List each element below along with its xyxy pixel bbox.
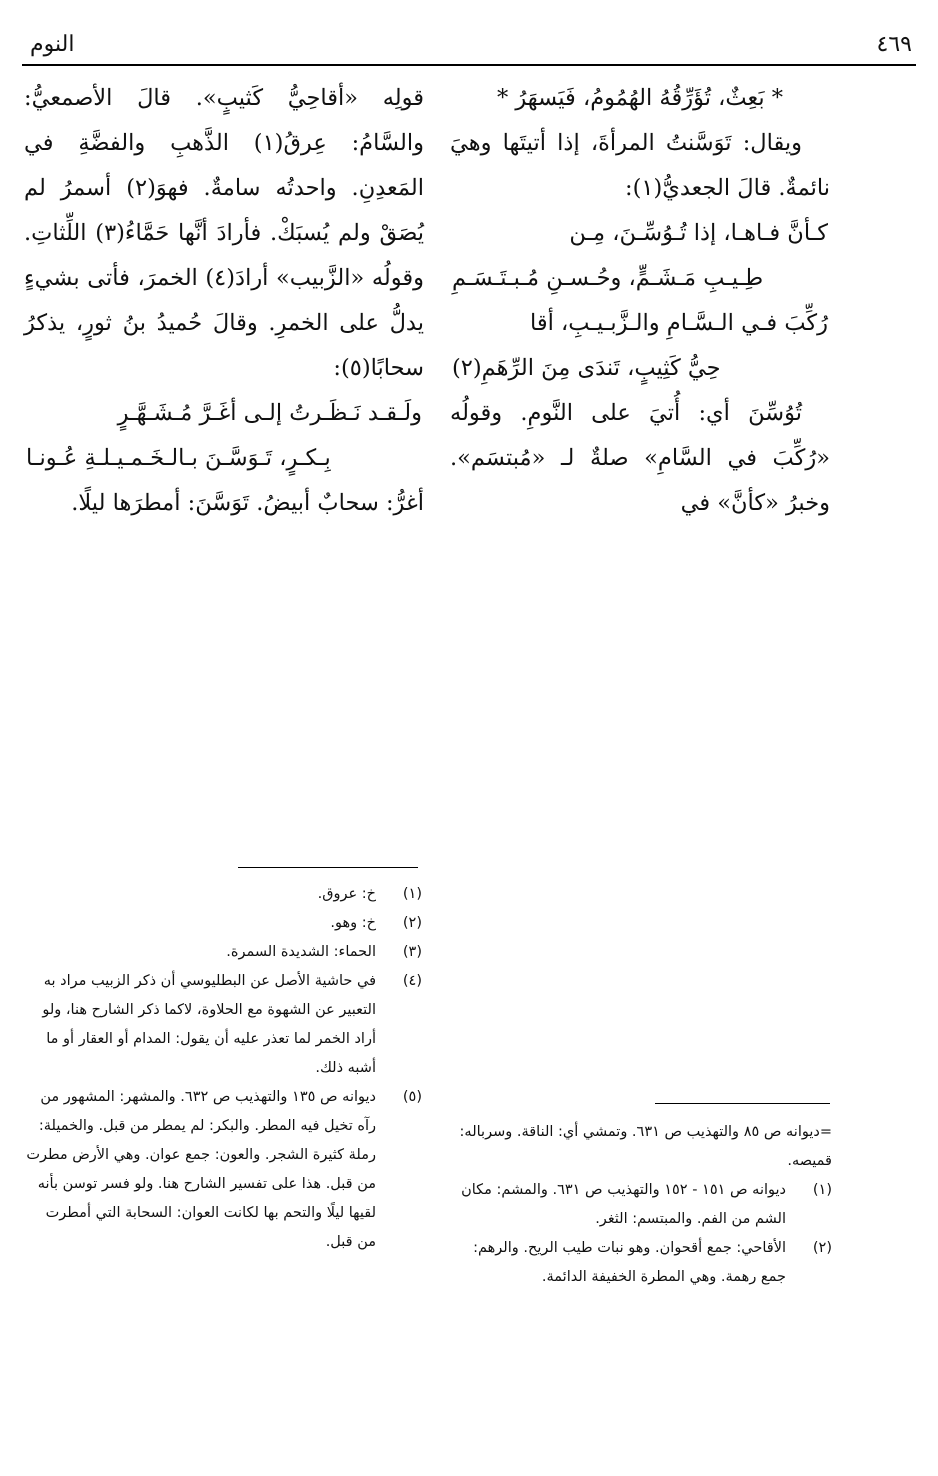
footnote-text: في حاشية الأصل عن البطليوسي أن ذكر الزبيب مراد به التعبير عن الشهوة مع الحلاوة، لاكما ذكر الشارح هنا، ولو أراد الخمر لما تعذر عليه أن يقول: المدام أو العقار أو ما أشبه ذلك. bbox=[42, 973, 376, 1076]
footnote-number: (٢) bbox=[812, 1240, 832, 1256]
footnote-number: (٢) bbox=[402, 915, 422, 931]
footnote-separator bbox=[655, 1103, 830, 1104]
verse-line: طِـيـبِ مَـشَـمٍّ، وحُـسـنِ مُـبـتَـسَـمِ bbox=[452, 265, 764, 291]
paragraph: أغرُّ: سحابٌ أبيضُ. تَوَسَّنَ: أمطرَها ليلًا. bbox=[71, 490, 424, 516]
paragraph: قولِه «أقاحِيُّ كَثيبٍ». قالَ الأصمعيُّ: والسَّامُ: عِرقُ(١) الذَّهبِ والفضَّةِ في المَعدِنِ. واحدتُه سامةٌ. فهوَ(٢) أسمرُ لم يُصَقْ ولم يُسبَكْ. فأرادَ أنَّها حَمَّاءُ(٣) اللِّثاتِ. وقولُه «الزَّبيب» أرادَ(٤) الخمرَ، فأتى بشيءٍ يدلُّ على الخمرِ. وقالَ حُميدُ بنُ ثورٍ، يذكرُ سحابًا(٥): bbox=[24, 85, 424, 381]
verse-line: بِـكـرٍ، تَـوَسَّـنَ بـالـخَـمـيـلـةِ عُـونـا bbox=[26, 445, 331, 471]
footnote-continuation bbox=[448, 1118, 832, 1176]
footnote-text: خ: وهو. bbox=[330, 915, 376, 931]
verse-line: كـأنَّ فـاهـا، إذا تُـوُسِّـنَ، مِـن bbox=[569, 220, 828, 246]
left-footnotes bbox=[24, 880, 422, 1257]
verse-line: رُكِّبَ فـي الـسَّـامِ والـزَّبـيـبِ، أقا bbox=[530, 310, 828, 336]
footnote bbox=[24, 1083, 422, 1257]
footnote bbox=[448, 1234, 832, 1292]
footnote bbox=[24, 967, 422, 1083]
footnote-text: ديوانه ص ١٥١ - ١٥٢ والتهذيب ص ٦٣١. والمشم: مكان الشم من الفم. والمبتسم: الثغر. bbox=[461, 1182, 786, 1227]
running-title: النوم bbox=[30, 32, 75, 57]
footnote-number: (١) bbox=[402, 886, 422, 902]
footnote-text: الأقاحي: جمع أقحوان. وهو نبات طيب الريح. والرهم: جمع رهمة. وهي المطرة الخفيفة الدائمة. bbox=[473, 1240, 786, 1285]
footnote-text: خ: عروق. bbox=[317, 886, 376, 902]
footnote bbox=[448, 1176, 832, 1234]
footnote bbox=[24, 938, 422, 967]
verse-fragment: * بَعِثٌ، تُؤَرِّقُهُ الهُمُومُ، فَيَسهَرُ * bbox=[496, 85, 783, 111]
left-text-column bbox=[24, 76, 424, 526]
footnote-number: (١) bbox=[812, 1182, 832, 1198]
page-header bbox=[22, 30, 916, 66]
footnote-number: (٤) bbox=[402, 973, 422, 989]
footnote-number: (٣) bbox=[402, 944, 422, 960]
verse-line: حِيُّ كَثِيبٍ، تَندَى مِنَ الرِّهَمِ(٢) bbox=[452, 355, 721, 381]
footnote bbox=[24, 909, 422, 938]
right-footnotes bbox=[448, 1118, 832, 1292]
footnote-separator bbox=[238, 867, 418, 868]
footnote-text: ديوانه ص ١٣٥ والتهذيب ص ٦٣٢. والمشهر: المشهور من رآه تخيل فيه المطر. والبكر: لم يمطر من قبل. والخميلة: رملة كثيرة الشجر. والعون: جمع عوان. وهي الأرض مطرت من قبل. هذا على تفسير الشارح هنا. ولو فسر توسن بأنه لقيها ليلًا والتحم بها لكانت العوان: السحابة التي أمطرت من قبل. bbox=[26, 1089, 376, 1250]
footnote-text: الحماء: الشديدة السمرة. bbox=[226, 944, 376, 960]
footnote-number: (٥) bbox=[402, 1089, 422, 1105]
right-text-column bbox=[450, 76, 830, 526]
footnote bbox=[24, 880, 422, 909]
paragraph: ويقال: تَوَسَّنتُ المرأةَ، إذا أتيتَها وهيَ نائمةٌ. قالَ الجعديُّ(١): bbox=[450, 130, 830, 201]
verse-line: ولَـقـد نَـظَـرتُ إلـى أغَـرَّ مُـشَـهَّـرٍ bbox=[117, 400, 422, 426]
page-number: ٤٦٩ bbox=[876, 32, 912, 57]
paragraph: تُوُسِّنَ أي: أُتيَ على النَّومِ. وقولُه «رُكِّبَ في السَّامِ» صلةٌ لـ «مُبتسَم». وخبرُ «كأنَّ» في bbox=[450, 400, 830, 516]
footnote-text: =ديوانه ص ٨٥ والتهذيب ص ٦٣١. وتمشي أي: الناقة. وسرباله: قميصه. bbox=[459, 1124, 832, 1169]
